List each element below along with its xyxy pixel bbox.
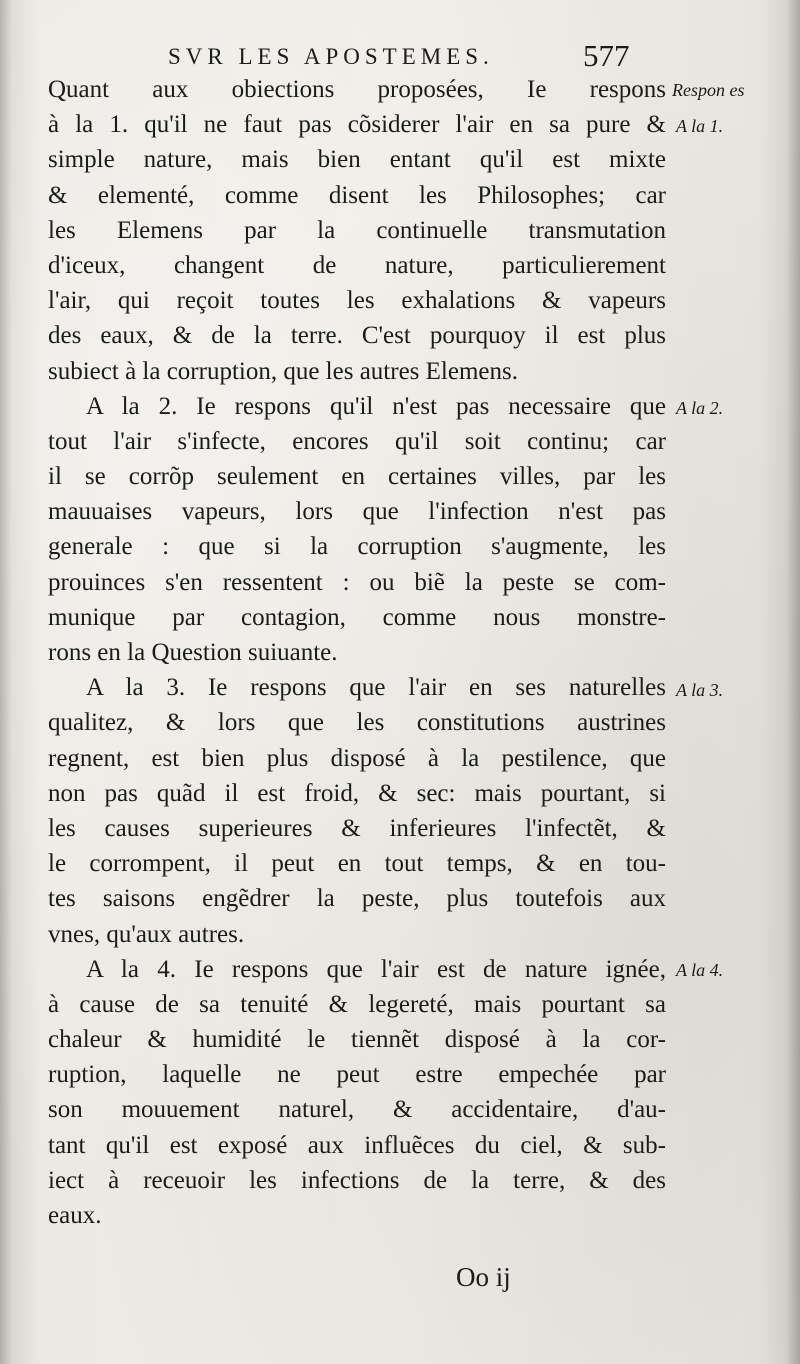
text-line: des eaux, & de la terre. C'est pourquoy il est plus bbox=[48, 322, 666, 350]
page-gutter-shadow bbox=[0, 0, 12, 1364]
text-line: regnent, est bien plus disposé à la pestilence, que bbox=[48, 744, 666, 772]
signature-mark: Oo ij bbox=[456, 1262, 511, 1292]
text-line: son mouuement naturel, & accidentaire, d'au- bbox=[48, 1096, 666, 1124]
margin-note: A la 1. bbox=[676, 116, 724, 136]
text-line: generale : que si la corruption s'augmente, les bbox=[48, 533, 666, 561]
text-line: munique par contagion, comme nous monstre- bbox=[48, 603, 666, 631]
running-title: SVR LES APOSTEMES. bbox=[168, 44, 494, 69]
text-line: A la 4. Ie respons que l'air est de nature ignée, bbox=[86, 955, 666, 983]
margin-note: A la 4. bbox=[676, 960, 724, 980]
text-line: A la 3. Ie respons que l'air en ses naturelles bbox=[86, 674, 666, 702]
text-line: iect à receuoir les infections de la terre, & des bbox=[48, 1166, 666, 1194]
text-line: les Elemens par la continuelle transmutation bbox=[48, 216, 666, 244]
text-line: chaleur & humidité le tiennẽt disposé à la cor- bbox=[48, 1026, 666, 1054]
text-line: & elementé, comme disent les Philosophes; car bbox=[48, 181, 666, 209]
text-line: ruption, laquelle ne peut estre empechée par bbox=[48, 1061, 666, 1089]
page-edge-shadow bbox=[786, 0, 800, 1364]
text-line: l'air, qui reçoit toutes les exhalations & vapeurs bbox=[48, 287, 666, 315]
text-line: à la 1. qu'il ne faut pas cõsiderer l'air en sa pure & bbox=[48, 111, 666, 139]
text-line: à cause de sa tenuité & legereté, mais pourtant sa bbox=[48, 990, 666, 1018]
text-line: prouinces s'en ressentent : ou biẽ la peste se com- bbox=[48, 568, 666, 596]
text-line: d'iceux, changent de nature, particulierement bbox=[48, 251, 666, 279]
text-line: eaux. bbox=[48, 1202, 102, 1229]
body-text bbox=[48, 72, 666, 1233]
text-line: tout l'air s'infecte, encores qu'il soit continu; car bbox=[48, 427, 666, 455]
text-line: simple nature, mais bien entant qu'il est mixte bbox=[48, 146, 666, 174]
margin-note: Respon es bbox=[672, 80, 745, 100]
text-line: non pas quãd il est froid, & sec: mais pourtant, si bbox=[48, 779, 666, 807]
text-line: les causes superieures & inferieures l'infectẽt, & bbox=[48, 814, 666, 842]
text-line: A la 2. Ie respons qu'il n'est pas necessaire que bbox=[86, 392, 666, 420]
text-line: Quant aux obiections proposées, Ie respons bbox=[48, 76, 666, 103]
text-line: vnes, qu'aux autres. bbox=[48, 920, 245, 948]
page-number: 577 bbox=[583, 38, 630, 73]
text-line: rons en la Question suiuante. bbox=[48, 639, 338, 666]
text-line: mauuaises vapeurs, lors que l'infection n'est pas bbox=[48, 498, 666, 526]
margin-note: A la 2. bbox=[676, 398, 724, 418]
text-line: il se corrõp seulement en certaines villes, par les bbox=[48, 463, 666, 491]
text-line: tes saisons engẽdrer la peste, plus toutefois aux bbox=[48, 885, 666, 913]
text-line: subiect à la corruption, que les autres Elemens. bbox=[48, 357, 518, 385]
margin-note: A la 3. bbox=[676, 680, 724, 700]
text-line: le corrompent, il peut en tout temps, & en tou- bbox=[48, 850, 666, 878]
text-line: qualitez, & lors que les constitutions austrines bbox=[48, 709, 666, 737]
text-line: tant qu'il est exposé aux influẽces du ciel, & sub- bbox=[48, 1131, 666, 1159]
